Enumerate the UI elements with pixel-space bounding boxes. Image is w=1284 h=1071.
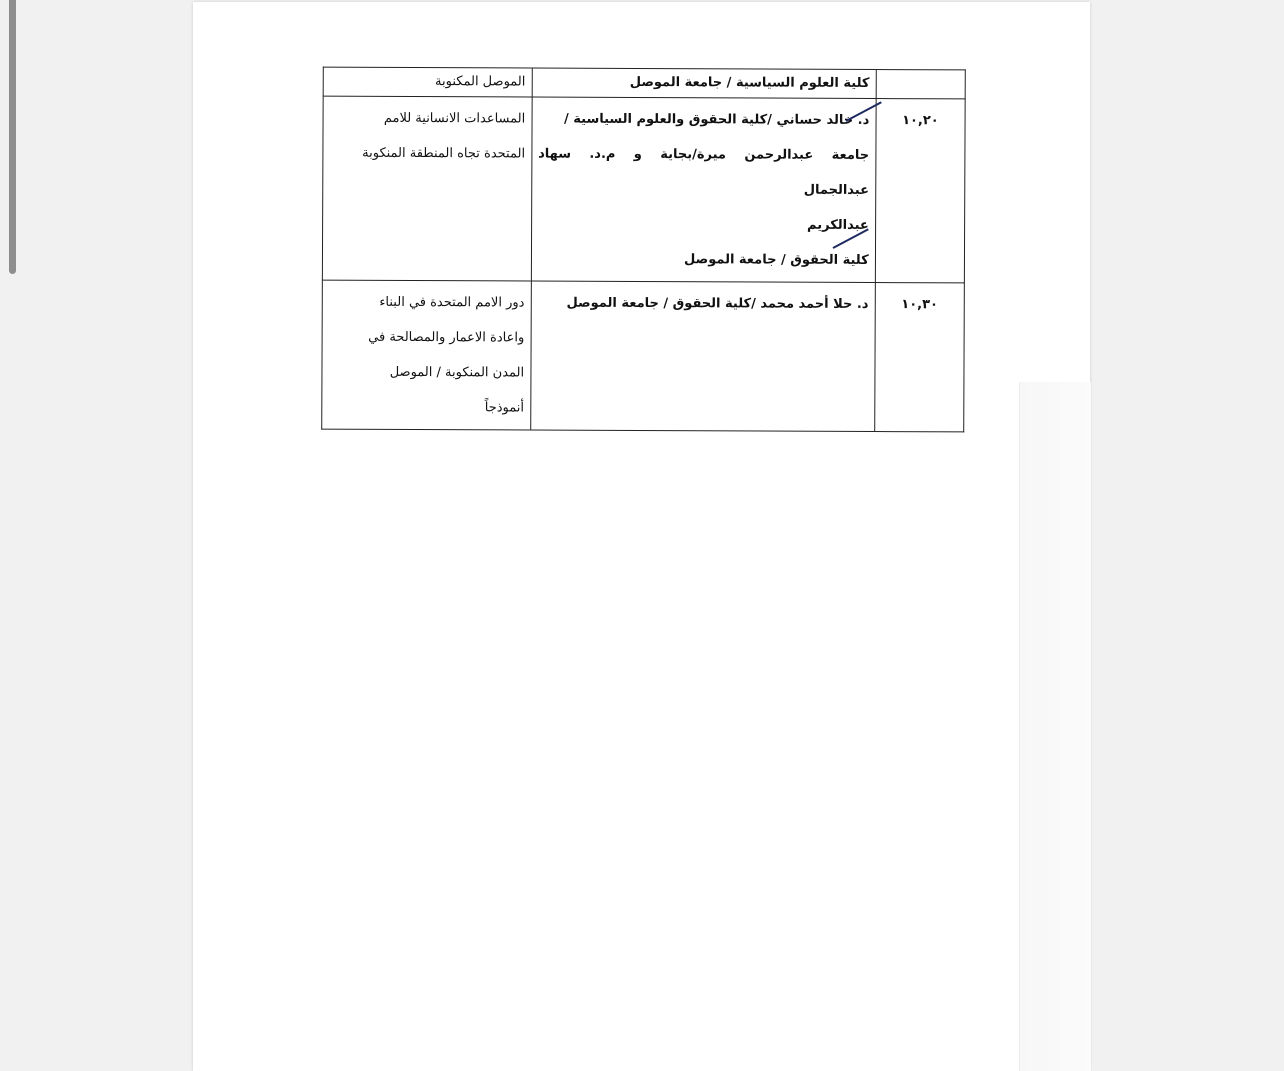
- title-line: الموصل المكنوبة: [435, 74, 526, 90]
- document-page: [193, 2, 1090, 1071]
- author-line: كلية العلوم السياسية / جامعة الموصل: [629, 74, 870, 91]
- table-row: [322, 96, 965, 283]
- author-cell: [532, 68, 876, 99]
- title-line: أنموذجاً: [484, 400, 525, 416]
- bleed-through-mark: [873, 6, 1003, 16]
- title-line: المساعدات الانسانية للامم: [383, 110, 526, 127]
- author-cell: [530, 281, 875, 431]
- author-line: د. حلا أحمد محمد /كلية الحقوق / جامعة الموصل: [566, 295, 869, 312]
- table-row: [322, 280, 965, 432]
- author-line: جامعة عبدالرحمن ميرة/بجاية و م.د. سهاد عبدالجمال: [538, 146, 870, 198]
- table-row: [323, 67, 965, 99]
- paper-title-cell: [322, 96, 531, 281]
- author-line: كلية الحقوق / جامعة الموصل: [684, 252, 869, 268]
- author-line: عبدالكريم: [807, 217, 869, 233]
- time-cell: ١٠,٢٠: [875, 99, 965, 283]
- title-line: دور الامم المتحدة في البناء: [379, 294, 525, 311]
- time-cell: ١٠,٣٠: [874, 283, 964, 432]
- title-line: المدن المنكوبة / الموصل: [389, 364, 525, 381]
- title-line: المتحدة تجاه المنطقة المنكوبة: [362, 145, 526, 162]
- author-line: د. خالد حساني /كلية الحقوق والعلوم السياسية /: [563, 111, 870, 128]
- paper-title-cell: [322, 280, 531, 430]
- title-line: واعادة الاعمار والمصالحة في: [368, 329, 525, 346]
- author-cell: [531, 97, 876, 282]
- time-cell: [876, 70, 965, 99]
- paper-title-cell: [323, 67, 532, 97]
- schedule-table: [321, 67, 966, 433]
- page-edge-shading: [1019, 382, 1091, 1071]
- vertical-scrollbar[interactable]: [9, 0, 16, 274]
